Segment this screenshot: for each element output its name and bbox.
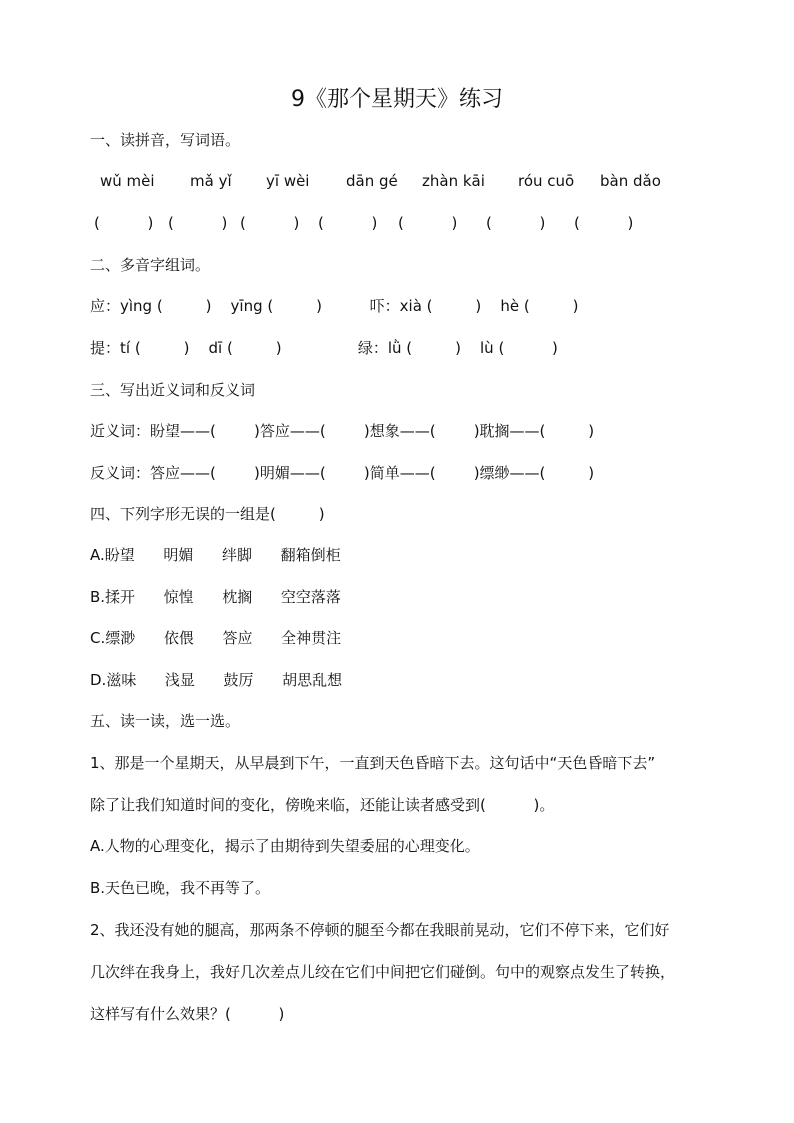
option-b: B.揉开 惊惶 枕搁 空空落落 bbox=[90, 588, 341, 606]
pinyin-item: bàn dǎo bbox=[600, 172, 661, 190]
section-2-heading: 二、多音字组词。 bbox=[90, 256, 211, 274]
question-2-line-3: 这样写有什么效果？( ) bbox=[90, 1005, 285, 1023]
pinyin-item: róu cuō bbox=[518, 172, 575, 190]
pinyin-item: dān gé bbox=[346, 172, 398, 190]
polyphone-line-1: 应：yìng ( ) yīng ( ) 吓：xià ( ) hè ( ) bbox=[90, 297, 579, 315]
polyphone-line-2: 提：tí ( ) dī ( ) 绿：lǜ ( ) lù ( ) bbox=[90, 339, 558, 357]
question-2-line-2: 几次绊在我身上，我好几次差点儿绞在它们中间把它们碰倒。句中的观察点发生了转换， bbox=[90, 963, 676, 981]
answer-blank[interactable]: ( ) bbox=[574, 214, 634, 232]
answer-blank[interactable]: ( ) bbox=[240, 214, 300, 232]
question-1-option-a: A.人物的心理变化，揭示了由期待到失望委屈的心理变化。 bbox=[90, 837, 480, 855]
question-2-line-1: 2、我还没有她的腿高，那两条不停顿的腿至今都在我眼前晃动，它们不停下来，它们好 bbox=[90, 921, 670, 939]
section-3-heading: 三、写出近义词和反义词 bbox=[90, 381, 256, 399]
pinyin-item: mǎ yǐ bbox=[190, 172, 232, 190]
answer-blank[interactable]: ( ) bbox=[398, 214, 458, 232]
pinyin-item: wǔ mèi bbox=[100, 172, 155, 190]
section-1-heading: 一、读拼音，写词语。 bbox=[90, 131, 241, 149]
answer-blank[interactable]: ( ) bbox=[486, 214, 546, 232]
option-d: D.滋味 浅显 鼓厉 胡思乱想 bbox=[90, 671, 343, 689]
answer-blank[interactable]: ( ) bbox=[94, 214, 154, 232]
section-4-heading: 四、下列字形无误的一组是( ) bbox=[90, 505, 325, 523]
answer-blank[interactable]: ( ) bbox=[168, 214, 228, 232]
page-title: 9《那个星期天》练习 bbox=[291, 87, 503, 112]
option-a: A.盼望 明媚 绊脚 翻箱倒柜 bbox=[90, 546, 341, 564]
pinyin-item: yī wèi bbox=[266, 172, 310, 190]
question-1-line-1: 1、那是一个星期天，从早晨到下午，一直到天色昏暗下去。这句话中“天色昏暗下去” bbox=[90, 754, 656, 772]
answer-blank[interactable]: ( ) bbox=[318, 214, 378, 232]
synonym-line: 近义词：盼望——( )答应——( )想象——( )耽搁——( ) bbox=[90, 422, 595, 440]
antonym-line: 反义词：答应——( )明媚——( )简单——( )缥缈——( ) bbox=[90, 464, 595, 482]
pinyin-item: zhàn kāi bbox=[422, 172, 485, 190]
section-5-heading: 五、读一读，选一选。 bbox=[90, 712, 241, 730]
question-1-line-2: 除了让我们知道时间的变化，傍晚来临，还能让读者感受到( )。 bbox=[90, 796, 555, 814]
question-1-option-b: B.天色已晚，我不再等了。 bbox=[90, 879, 271, 897]
option-c: C.缥渺 依偎 答应 全神贯注 bbox=[90, 629, 342, 647]
